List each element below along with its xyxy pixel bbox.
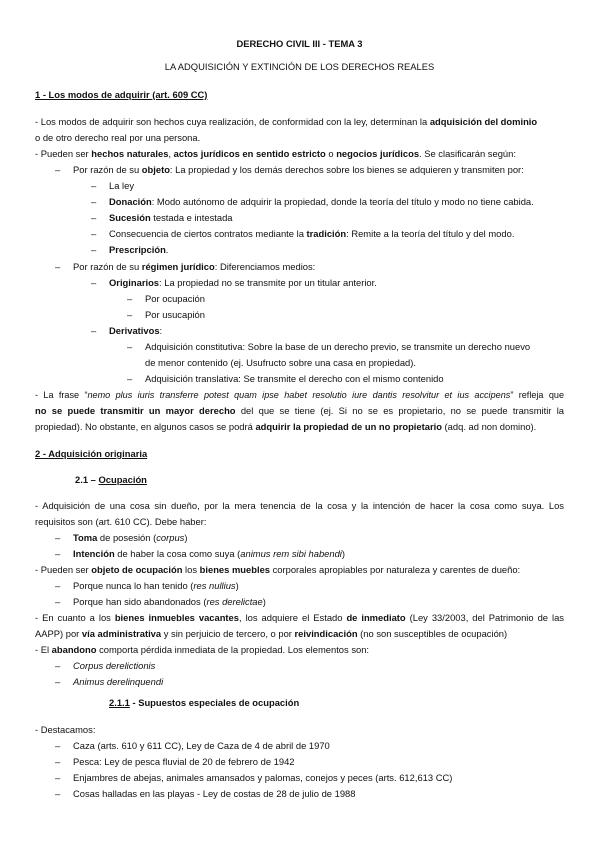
bullet-dash: –	[55, 660, 61, 671]
list-item-enjambres: Enjambres de abejas, animales amansados y palomas, conejos y peces (arts. 612,613 CC)	[73, 772, 453, 783]
list-item-pesca: Pesca: Ley de pesca fluvial de 20 de febrero de 1942	[73, 756, 295, 767]
subsection-2-1-1-heading: 2.1.1 - Supuestos especiales de ocupación	[109, 697, 300, 708]
bullet-dash: –	[91, 212, 97, 223]
list-item-usucapion: Por usucapión	[145, 309, 205, 320]
bullet-dash: –	[127, 373, 133, 384]
list-item-corpus: Corpus derelictionis	[73, 660, 156, 671]
bullet-dash: –	[55, 756, 61, 767]
bullet-dash: –	[91, 180, 97, 191]
paragraph-inmuebles-line-1: - En cuanto a los bienes inmuebles vacantes, los adquiere el Estado de inmediato (Ley 33/2003, del Patrimonio de las	[35, 612, 564, 623]
paragraph-inmuebles-line-2: AAPP) por vía administrativa y sin perjuicio de tercero, o por reivindicación (no son susceptibles de ocupación)	[35, 628, 508, 639]
paragraph-ocupacion-line-1: - Adquisición de una cosa sin dueño, por la mera tenencia de la cosa y la intención de hacer la cosa como suya. Los	[35, 500, 564, 511]
paragraph-clasificacion: - Pueden ser hechos naturales, actos jurídicos en sentido estricto o negocios jurídicos. Se clasificarán según:	[35, 148, 516, 159]
list-item-regimen: Por razón de su régimen jurídico: Diferenciamos medios:	[73, 261, 316, 272]
section-2-heading: 2 - Adquisición originaria	[35, 448, 148, 459]
bullet-dash: –	[55, 788, 61, 799]
bullet-dash: –	[127, 293, 133, 304]
paragraph-abandono: - El abandono comporta pérdida inmediata de la propiedad. Los elementos son:	[35, 644, 370, 655]
list-item-donacion: Donación: Modo autónomo de adquirir la propiedad, donde la teoría del título y modo no tiene cabida.	[109, 196, 534, 207]
document-title: DERECHO CIVIL III - TEMA 3	[236, 38, 363, 49]
bullet-dash: –	[55, 596, 61, 607]
list-item-intencion: Intención de haber la cosa como suya (animus rem sibi habendi)	[73, 548, 346, 559]
paragraph-modos-line-2: o de otro derecho real por una persona.	[35, 132, 201, 143]
section-1-heading: 1 - Los modos de adquirir (art. 609 CC)	[35, 89, 208, 100]
list-item-res-nullius: Porque nunca lo han tenido (res nullius)	[73, 580, 239, 591]
list-item-res-derelictae: Porque han sido abandonados (res derelictae)	[73, 596, 266, 607]
bullet-dash: –	[91, 244, 97, 255]
list-item-cosas-halladas: Cosas halladas en las playas - Ley de costas de 28 de julio de 1988	[73, 788, 356, 799]
bullet-dash: –	[55, 164, 61, 175]
list-item-ocupacion: Por ocupación	[145, 293, 205, 304]
list-item-ley: La ley	[109, 180, 135, 191]
bullet-dash: –	[55, 676, 61, 687]
bullet-dash: –	[127, 309, 133, 320]
bullet-dash: –	[55, 740, 61, 751]
paragraph-destacamos: - Destacamos:	[35, 724, 96, 735]
list-item-animus: Animus derelinquendi	[73, 676, 164, 687]
document-subtitle: LA ADQUISICIÓN Y EXTINCIÓN DE LOS DERECHOS REALES	[164, 61, 435, 72]
bullet-dash: –	[55, 532, 61, 543]
list-item-toma: Toma de posesión (corpus)	[73, 532, 188, 543]
list-item-objeto: Por razón de su objeto: La propiedad y los demás derechos sobre los bienes se adquieren y transmiten por:	[73, 164, 524, 175]
paragraph-ocupacion-line-2: requisitos son (art. 610 CC). Debe haber:	[35, 516, 207, 527]
bullet-dash: –	[91, 277, 97, 288]
list-item-sucesion: Sucesión testada e intestada	[109, 212, 233, 223]
bullet-dash: –	[55, 580, 61, 591]
bullet-dash: –	[91, 325, 97, 336]
bullet-dash: –	[91, 196, 97, 207]
list-item-derivativos: Derivativos:	[109, 325, 163, 336]
paragraph-modos-line-1: - Los modos de adquirir son hechos cuya realización, de conformidad con la ley, determinan la adquisición del dominio	[35, 116, 538, 127]
bullet-dash: –	[55, 772, 61, 783]
bullet-dash: –	[127, 341, 133, 352]
list-item-contratos: Consecuencia de ciertos contratos mediante la tradición: Remite a la teoría del título y del modo.	[109, 228, 515, 239]
paragraph-frase-line-3: propiedad). No obstante, en algunos casos se podrá adquirir la propiedad de un no propietario (adq. ad non domino).	[35, 421, 537, 432]
bullet-dash: –	[55, 548, 61, 559]
bullet-dash: –	[55, 261, 61, 272]
paragraph-frase-line-1: - La frase “nemo plus iuris transferre potest quam ipse habet resolutio iure dantis resolvitur et ius accipens” refleja que	[35, 390, 565, 400]
list-item-prescripcion: Prescripción.	[109, 244, 169, 255]
list-item-translativa: Adquisición translativa: Se transmite el derecho con el mismo contenido	[145, 373, 444, 384]
list-item-constitutiva-line-2: de menor contenido (ej. Usufructo sobre una casa en propiedad).	[145, 357, 416, 368]
list-item-constitutiva-line-1: Adquisición constitutiva: Sobre la base de un derecho previo, se transmite un derecho nuevo	[145, 341, 531, 352]
paragraph-objeto-ocupacion: - Pueden ser objeto de ocupación los bienes muebles corporales apropiables por naturaleza y carentes de dueño:	[35, 564, 521, 575]
list-item-originarios: Originarios: La propiedad no se transmite por un titular anterior.	[109, 277, 377, 288]
list-item-caza: Caza (arts. 610 y 611 CC), Ley de Caza de 4 de abril de 1970	[73, 740, 330, 751]
bullet-dash: –	[91, 228, 97, 239]
subsection-2-1-heading: 2.1 – Ocupación	[75, 474, 147, 485]
paragraph-frase-line-2: no se puede transmitir un mayor derecho del que se tiene (ej. Si no se es propietario, no se puede transmitir la	[35, 405, 564, 416]
